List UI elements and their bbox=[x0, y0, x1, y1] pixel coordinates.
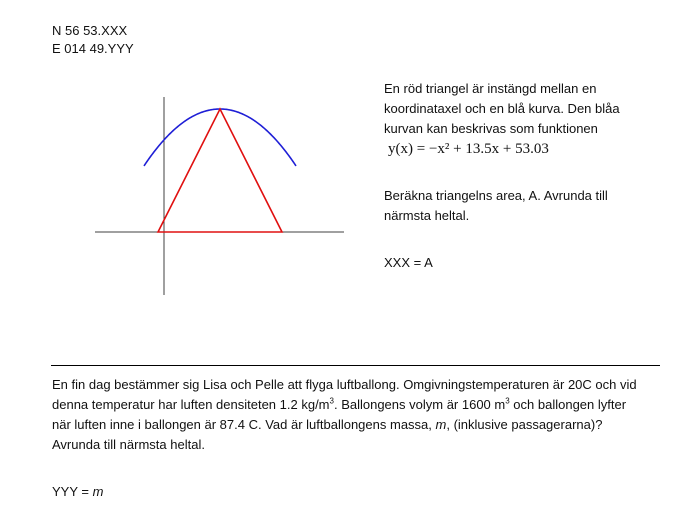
problem-1-answer: XXX = A bbox=[384, 255, 433, 270]
problem-1-question-line-1: Beräkna triangelns area, A. Avrunda till bbox=[384, 188, 608, 203]
parabola-triangle-figure bbox=[80, 85, 360, 300]
section-divider bbox=[51, 365, 660, 366]
problem-1-text bbox=[384, 79, 664, 273]
problem-1-line-3: kurvan kan beskrivas som funktionen bbox=[384, 121, 598, 136]
problem-2-line-3-part-b: , (inklusive passagerarna)? bbox=[446, 417, 603, 432]
cube-superscript: 3 bbox=[505, 396, 510, 406]
problem-2-answer-prefix: YYY = bbox=[52, 484, 93, 499]
problem-2-line-4: Avrunda till närmsta heltal. bbox=[52, 437, 205, 452]
problem-2-line-3 bbox=[52, 415, 664, 435]
problem-1-line-2: koordinataxel och en blå kurva. Den blåa bbox=[384, 101, 620, 116]
problem-2-answer-variable: m bbox=[92, 484, 104, 499]
problem-2-line-2-part-a: denna temperatur har luften densiteten 1.2 kg/m bbox=[52, 397, 330, 412]
problem-2-line-2 bbox=[52, 395, 664, 415]
problem-1-line-1: En röd triangel är instängd mellan en bbox=[384, 81, 597, 96]
problem-2-answer bbox=[52, 484, 103, 499]
coordinate-east: E 014 49.YYY bbox=[52, 41, 134, 56]
problem-1-question-line-2: närmsta heltal. bbox=[384, 208, 470, 223]
function-equation: y(x) = −x² + 13.5x + 53.03 bbox=[388, 141, 549, 157]
coordinate-north: N 56 53.XXX bbox=[52, 23, 128, 38]
cube-superscript: 3 bbox=[329, 396, 334, 406]
problem-2-line-2-part-c: och ballongen lyfter bbox=[509, 397, 627, 412]
problem-2-line-2-part-b: . Ballongens volym är 1600 m bbox=[333, 397, 506, 412]
coordinates-block bbox=[52, 22, 134, 58]
problem-2-text bbox=[52, 375, 664, 455]
problem-2-line-3-part-a: när luften inne i ballongen är 87.4 C. Vad är luftballongens massa, bbox=[52, 417, 436, 432]
blue-parabola-curve bbox=[144, 109, 296, 166]
mass-variable: m bbox=[435, 417, 447, 432]
problem-2-line-1: En fin dag bestämmer sig Lisa och Pelle att flyga luftballong. Omgivningstemperaturen är 20C och vid bbox=[52, 377, 637, 392]
